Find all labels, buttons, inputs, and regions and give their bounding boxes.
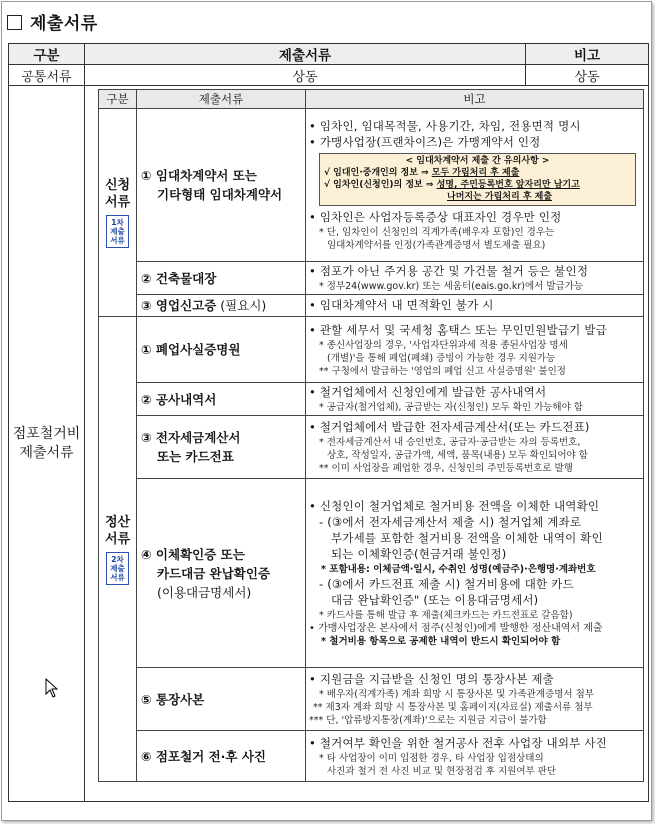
badge-line: 제출 [110, 227, 125, 236]
doc-row-closure-certificate [99, 317, 644, 383]
category-application-line2: 서류 [104, 195, 131, 210]
note-subline: * 타 사업장이 이미 입점한 경우, 타 사업장 입점상태의 [319, 752, 544, 764]
note-construction-details [306, 383, 644, 416]
note-subline: * 포함내용: 이체금액·일시, 수취인 성명(예금주)·은행명·계좌번호 [321, 564, 596, 575]
badge-line: 1차 [111, 218, 124, 227]
note-subline: * 단, 임차인이 신청인의 직계가족(배우자 포함)인 경우는 [319, 227, 555, 238]
note-bankbook [306, 668, 644, 731]
note-line: • 철거업체에서 신청인에게 발급한 공사내역서 [309, 385, 547, 399]
outer-header-documents: 제출서류 [85, 44, 526, 65]
category-settlement-line1: 정산 [104, 514, 131, 530]
doc-building-register: ② 건축물대장 [137, 262, 306, 295]
note-line: 대금 완납확인증" (또는 이용대금명세서) [331, 593, 539, 607]
doc-row-bankbook [99, 668, 644, 731]
caution-value: 모두 가림처리 후 제출 [431, 168, 520, 178]
caution-label: √ 임차인(신청인)의 정보 ⇒ [324, 180, 437, 190]
doc-lease-contract [137, 109, 306, 262]
outer-header-row [9, 44, 649, 65]
doc-transfer-line3: (이용대금명세서) [157, 584, 252, 600]
category-settlement [99, 317, 137, 782]
doc-transfer-line1: ④ 이체확인증 또는 [141, 546, 245, 562]
note-subline: 사진과 철거 전 사진 비교 및 현장점검 후 지원여부 판단 [327, 765, 557, 777]
doc-bankbook-copy: ⑤ 통장사본 [137, 668, 306, 731]
note-subline: ** 제3자 계좌 희망 시 통장사본 및 홈페이지(자료실) 제출서류 첨부 [313, 702, 593, 713]
note-line: 되는 이체확인증(현금거래 불인정) [331, 547, 507, 561]
caution-title: < 임대차계약서 제출 간 유의사항 > [405, 156, 550, 166]
doc-row-photos [99, 731, 644, 782]
note-line: • 관할 세무서 및 국세청 홈택스 또는 무인민원발급기 발급 [309, 322, 607, 337]
doc-business-report [137, 295, 306, 317]
doc-tax-invoice [137, 416, 306, 479]
category-settlement-line2: 서류 [104, 531, 131, 547]
note-subline: ** 이미 사업장을 폐업한 경우, 신청인의 주민등록번호로 발행 [319, 463, 573, 474]
inner-header-remarks: 비고 [306, 90, 644, 109]
note-subline: 상호, 작성일자, 공급가액, 세액, 품목(내용) 모두 확인되어야 함 [327, 450, 588, 461]
caution-value: 성명, 주민등록번호 앞자리만 남기고 [436, 180, 580, 190]
note-subline: * 정부24(www.gov.kr) 또는 세움터(eais.go.kr)에서 발급가능 [319, 281, 584, 292]
note-line: • 신청인이 철거업체로 철거비용 전액을 이체한 내역확인 [309, 499, 600, 513]
category-application-line1: 신청 [104, 178, 131, 193]
common-documents-row [9, 65, 649, 86]
doc-store-photos: ⑥ 점포철거 전·후 사진 [137, 731, 306, 782]
note-subline: * 배우자(직계가족) 계좌 희망 시 통장사본 및 가족관계증명서 첨부 [319, 689, 594, 700]
badge-line: 제출 [110, 563, 125, 573]
note-closure-certificate [306, 317, 644, 383]
note-subline: * 철거비용 항목으로 공제한 내역이 반드시 확인되어야 함 [321, 636, 561, 647]
inner-header-row [99, 90, 644, 109]
note-subline: (개별)'을 통해 폐업(폐쇄) 증빙이 가능한 경우 지원가능 [327, 352, 556, 364]
note-line: 부가세를 포함한 철거비용 전액을 이체한 내역이 확인 [331, 531, 603, 545]
note-subline: * 종신사업장의 경우, '사업자단위과세 적용 종된사업장 명세 [319, 339, 568, 351]
note-subline: *** 단, '압류방지통장(계좌)'으로는 지원금 지급이 불가함 [309, 715, 547, 726]
badge-line: 2차 [111, 554, 124, 564]
doc-business-report-name: ③ 영업신고증 [141, 298, 217, 313]
section-title-text: 제출서류 [30, 14, 98, 34]
doc-lease-line1: ① 임대차계약서 또는 [141, 168, 257, 183]
doc-business-report-suffix: (필요시) [216, 298, 267, 313]
doc-lease-line2: 기타형태 임대차계약서 [157, 187, 283, 202]
category-application [99, 109, 137, 317]
outer-header-remarks: 비고 [526, 44, 649, 65]
outer-table [8, 43, 649, 802]
checkbox-square-icon [7, 15, 22, 30]
mouse-cursor-icon [45, 678, 59, 702]
note-photos [306, 731, 644, 782]
note-lease-contract [306, 109, 644, 262]
first-submission-badge [106, 215, 129, 248]
note-subline: * 카드사를 통해 발급 후 제출(체크카드는 카드전표로 갈음함) [319, 610, 573, 621]
second-submission-badge [106, 552, 129, 585]
note-line: • 임차인은 사업자등록증상 대표자인 경우만 인정 [309, 210, 562, 224]
note-line: • 가맹사업장(프랜차이즈)은 가맹계약서 인정 [309, 135, 541, 149]
doc-closure-certificate: ① 폐업사실증명원 [137, 317, 306, 383]
note-line: • 점포가 아닌 주거용 공간 및 가건물 철거 등은 불인정 [309, 264, 589, 278]
outer-header-category: 구분 [9, 44, 85, 65]
demolition-docs-row [9, 86, 649, 802]
common-docs-note: 상동 [526, 65, 649, 86]
doc-row-tax-invoice [99, 416, 644, 479]
doc-row-transfer-confirmation [99, 479, 644, 668]
badge-line: 서류 [110, 572, 125, 582]
section-title [7, 9, 98, 34]
common-docs-label: 공통서류 [9, 65, 85, 86]
caution-line: 나머지는 가림처리 후 제출 [447, 192, 553, 202]
doc-tax-invoice-line1: ③ 전자세금계산서 [141, 430, 241, 445]
doc-row-construction-details [99, 383, 644, 416]
note-line: • 철거여부 확인을 위한 철거공사 전후 사업장 내외부 사진 [309, 735, 607, 750]
inner-header-category: 구분 [99, 90, 137, 109]
doc-row-building-register [99, 262, 644, 295]
lease-caution-box [319, 153, 636, 206]
note-subline: * 공급자(철거업체), 공급받는 자(신청인) 모두 확인 가능해야 함 [319, 402, 583, 413]
doc-row-lease [99, 109, 644, 262]
caution-line [324, 179, 631, 191]
caution-line [324, 167, 631, 179]
note-subline: ** 구청에서 발급하는 '영업의 폐업 신고 사실증명원' 불인정 [319, 365, 566, 377]
common-docs-value: 상동 [85, 65, 526, 86]
left-label-line1: 점포철거비 [12, 425, 81, 442]
inner-table [98, 89, 644, 782]
note-tax-invoice [306, 416, 644, 479]
doc-row-business-report [99, 295, 644, 317]
inner-header-documents: 제출서류 [137, 90, 306, 109]
note-line: • 가맹사업장은 본사에서 점주(신청인)에게 발행한 정산내역서 제출 [309, 623, 603, 634]
doc-construction-details: ② 공사내역서 [137, 383, 306, 416]
note-transfer-confirmation [306, 479, 644, 668]
note-subline: 임대차계약서를 인정(가족관계증명서 별도제출 필요) [327, 240, 546, 251]
doc-transfer-confirmation [137, 479, 306, 668]
note-line: - (③에서 전자세금계산서 제출 시) 철거업체 계좌로 [319, 515, 582, 529]
note-building-register [306, 262, 644, 295]
doc-tax-invoice-line2: 또는 카드전표 [157, 449, 234, 464]
doc-transfer-line2: 카드대금 완납확인증 [157, 565, 271, 581]
note-line: • 지원금을 지급받을 신청인 명의 통장사본 제출 [309, 672, 554, 686]
note-line: • 철거업체에서 발급한 전자세금계산서(또는 카드전표) [309, 420, 590, 434]
caution-label: √ 임대인·중개인의 정보 ⇒ [324, 168, 432, 178]
note-line: • 임차인, 임대목적물, 사용기간, 차임, 전용면적 명시 [309, 119, 581, 133]
note-line: • 임대차계약서 내 면적확인 불가 시 [309, 298, 494, 312]
note-line: - (③에서 카드전표 제출 시) 철거비용에 대한 카드 [319, 577, 574, 591]
note-subline: * 전자세금계산서 내 승인번호, 공급자·공급받는 자의 등록번호, [319, 437, 581, 448]
left-label-line2: 제출서류 [19, 444, 74, 461]
inner-table-container [85, 86, 649, 802]
badge-line: 서류 [110, 236, 125, 245]
note-business-report [306, 295, 644, 317]
